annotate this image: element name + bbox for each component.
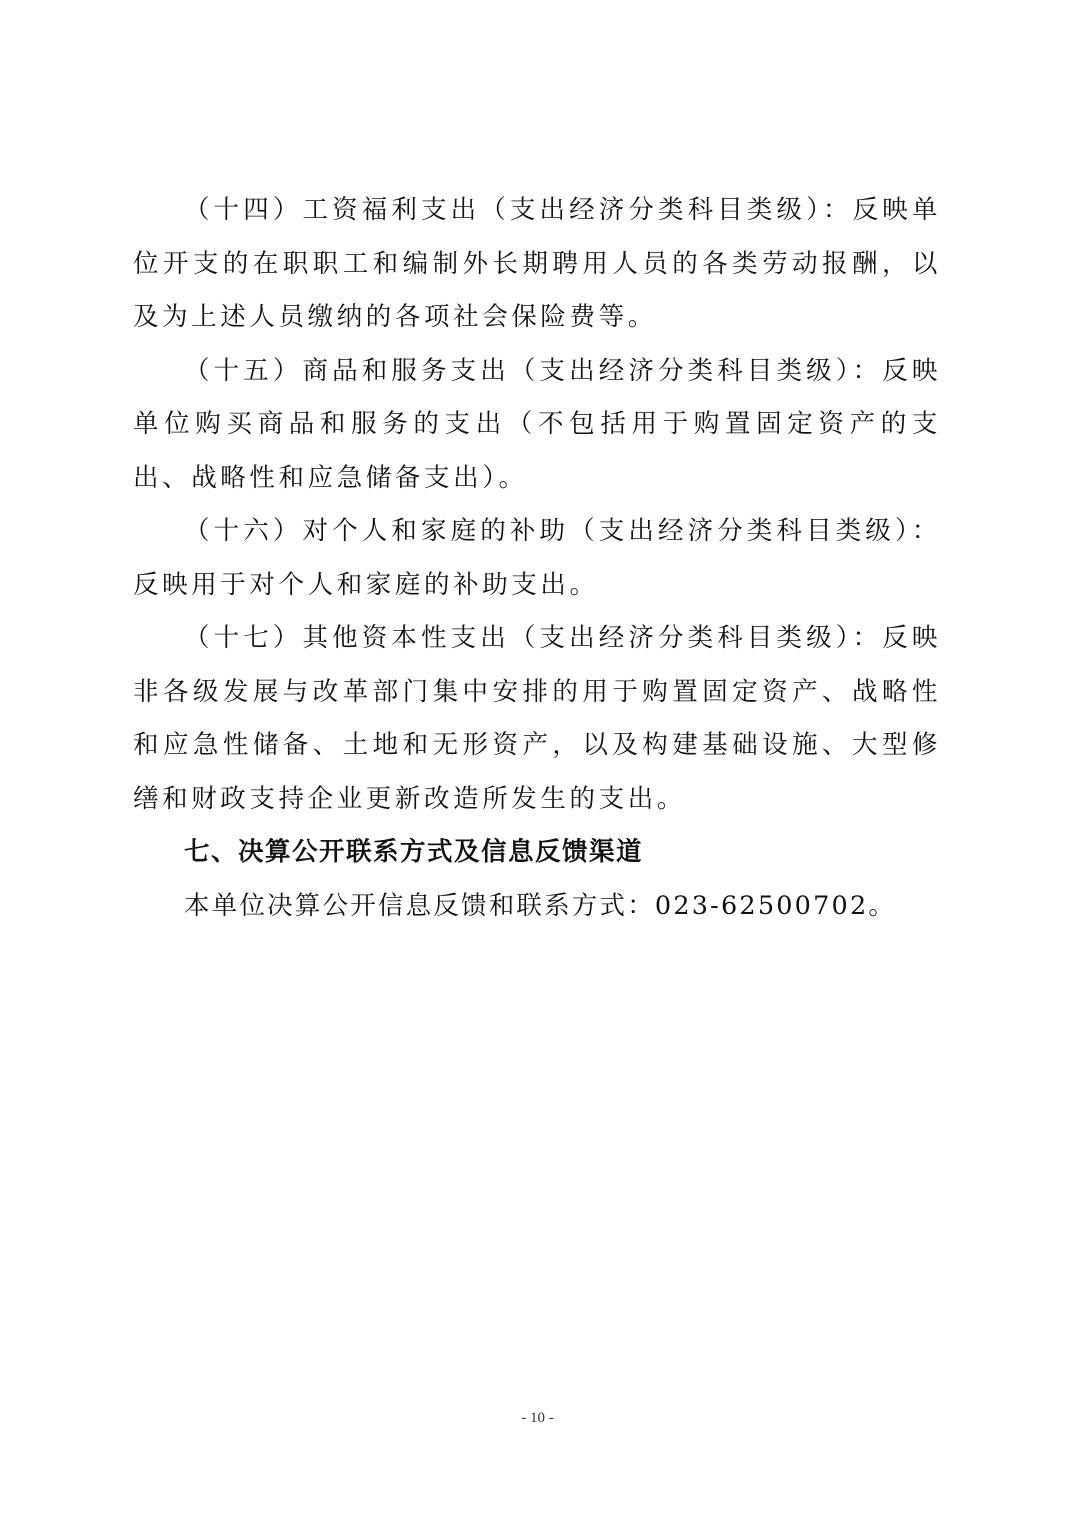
paragraph-household-subsidy: （十六）对个人和家庭的补助（支出经济分类科目类级）：反映用于对个人和家庭的补助支出。 [133, 516, 941, 600]
page-number: - 10 - [521, 1410, 554, 1426]
paragraph-wage-welfare: （十四）工资福利支出（支出经济分类科目类级）：反映单位开支的在职职工和编制外长期聘用人员的各类劳动报酬，以及为上述人员缴纳的各项社会保险费等。 [133, 195, 941, 332]
section-heading: 七、决算公开联系方式及信息反馈渠道 [184, 837, 644, 867]
page-body [133, 184, 941, 933]
paragraph-other-capital: （十七）其他资本性支出（支出经济分类科目类级）：反映非各级发展与改革部门集中安排的用于购置固定资产、战略性和应急性储备、土地和无形资产，以及构建基础设施、大型修缮和财政支持企业更新改造所发生的支出。 [133, 623, 941, 814]
paragraph-goods-services: （十五）商品和服务支出（支出经济分类科目类级）：反映单位购买商品和服务的支出（不包括用于购置固定资产的支出、战略性和应急储备支出）。 [133, 355, 941, 493]
contact-paragraph: 本单位决算公开信息反馈和联系方式：023-62500702。 [184, 890, 897, 921]
